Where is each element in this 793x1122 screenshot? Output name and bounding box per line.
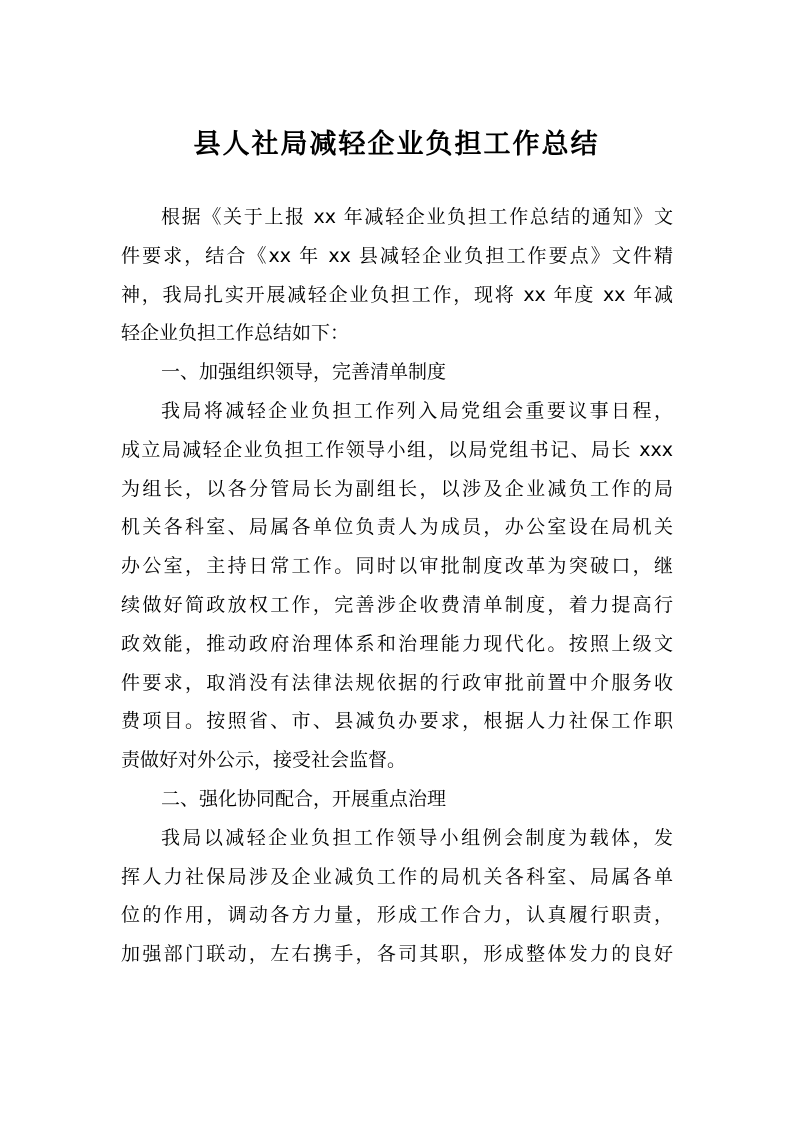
document-title: 县人社局减轻企业负担工作总结 [193, 129, 600, 160]
text-line: 政效能，推动政府治理体系和治理能力现代化。按照上级文 [121, 632, 673, 655]
text-line: 件要求，结合《xx 年 xx 县减轻企业负担工作要点》文件精 [121, 244, 673, 267]
body-paragraph [121, 819, 673, 974]
text-line: 根据《关于上报 xx 年减轻企业负担工作总结的通知》文 [161, 206, 673, 228]
text-line: 位的作用，调动各方力量，形成工作合力，认真履行职责， [121, 904, 673, 927]
text-line: 二、强化协同配合，开展重点治理 [161, 787, 447, 810]
body-paragraph [121, 392, 673, 780]
text-line: 成立局减轻企业负担工作领导小组，以局党组书记、局长 xxx [121, 438, 673, 461]
text-line: 轻企业负担工作总结如下： [121, 322, 350, 345]
text-line: 挥人力社保局涉及企业减负工作的局机关各科室、局属各单 [121, 865, 673, 888]
text-line: 续做好简政放权工作，完善涉企收费清单制度，着力提高行 [121, 593, 673, 616]
text-line: 责做好对外公示，接受社会监督。 [121, 749, 407, 772]
section-heading [121, 353, 673, 392]
text-line: 为组长，以各分管局长为副组长，以涉及企业减负工作的局 [121, 477, 673, 500]
text-line: 我局将减轻企业负担工作列入局党组会重要议事日程， [161, 399, 673, 422]
text-line: 办公室，主持日常工作。同时以审批制度改革为突破口，继 [121, 555, 673, 578]
section-heading [121, 780, 673, 819]
text-line: 神，我局扎实开展减轻企业负担工作，现将 xx 年度 xx 年减 [121, 283, 673, 306]
text-line: 机关各科室、局属各单位负责人为成员，办公室设在局机关 [121, 516, 673, 539]
text-line: 件要求，取消没有法律法规依据的行政审批前置中介服务收 [121, 671, 673, 694]
text-line: 费项目。按照省、市、县减负办要求，根据人力社保工作职 [121, 710, 673, 733]
document-body [121, 198, 673, 974]
body-paragraph [121, 198, 673, 353]
text-line: 我局以减轻企业负担工作领导小组例会制度为载体，发 [161, 826, 673, 849]
text-line: 加强部门联动，左右携手，各司其职，形成整体发力的良好 [121, 943, 673, 966]
text-line: 一、加强组织领导，完善清单制度 [161, 361, 447, 384]
